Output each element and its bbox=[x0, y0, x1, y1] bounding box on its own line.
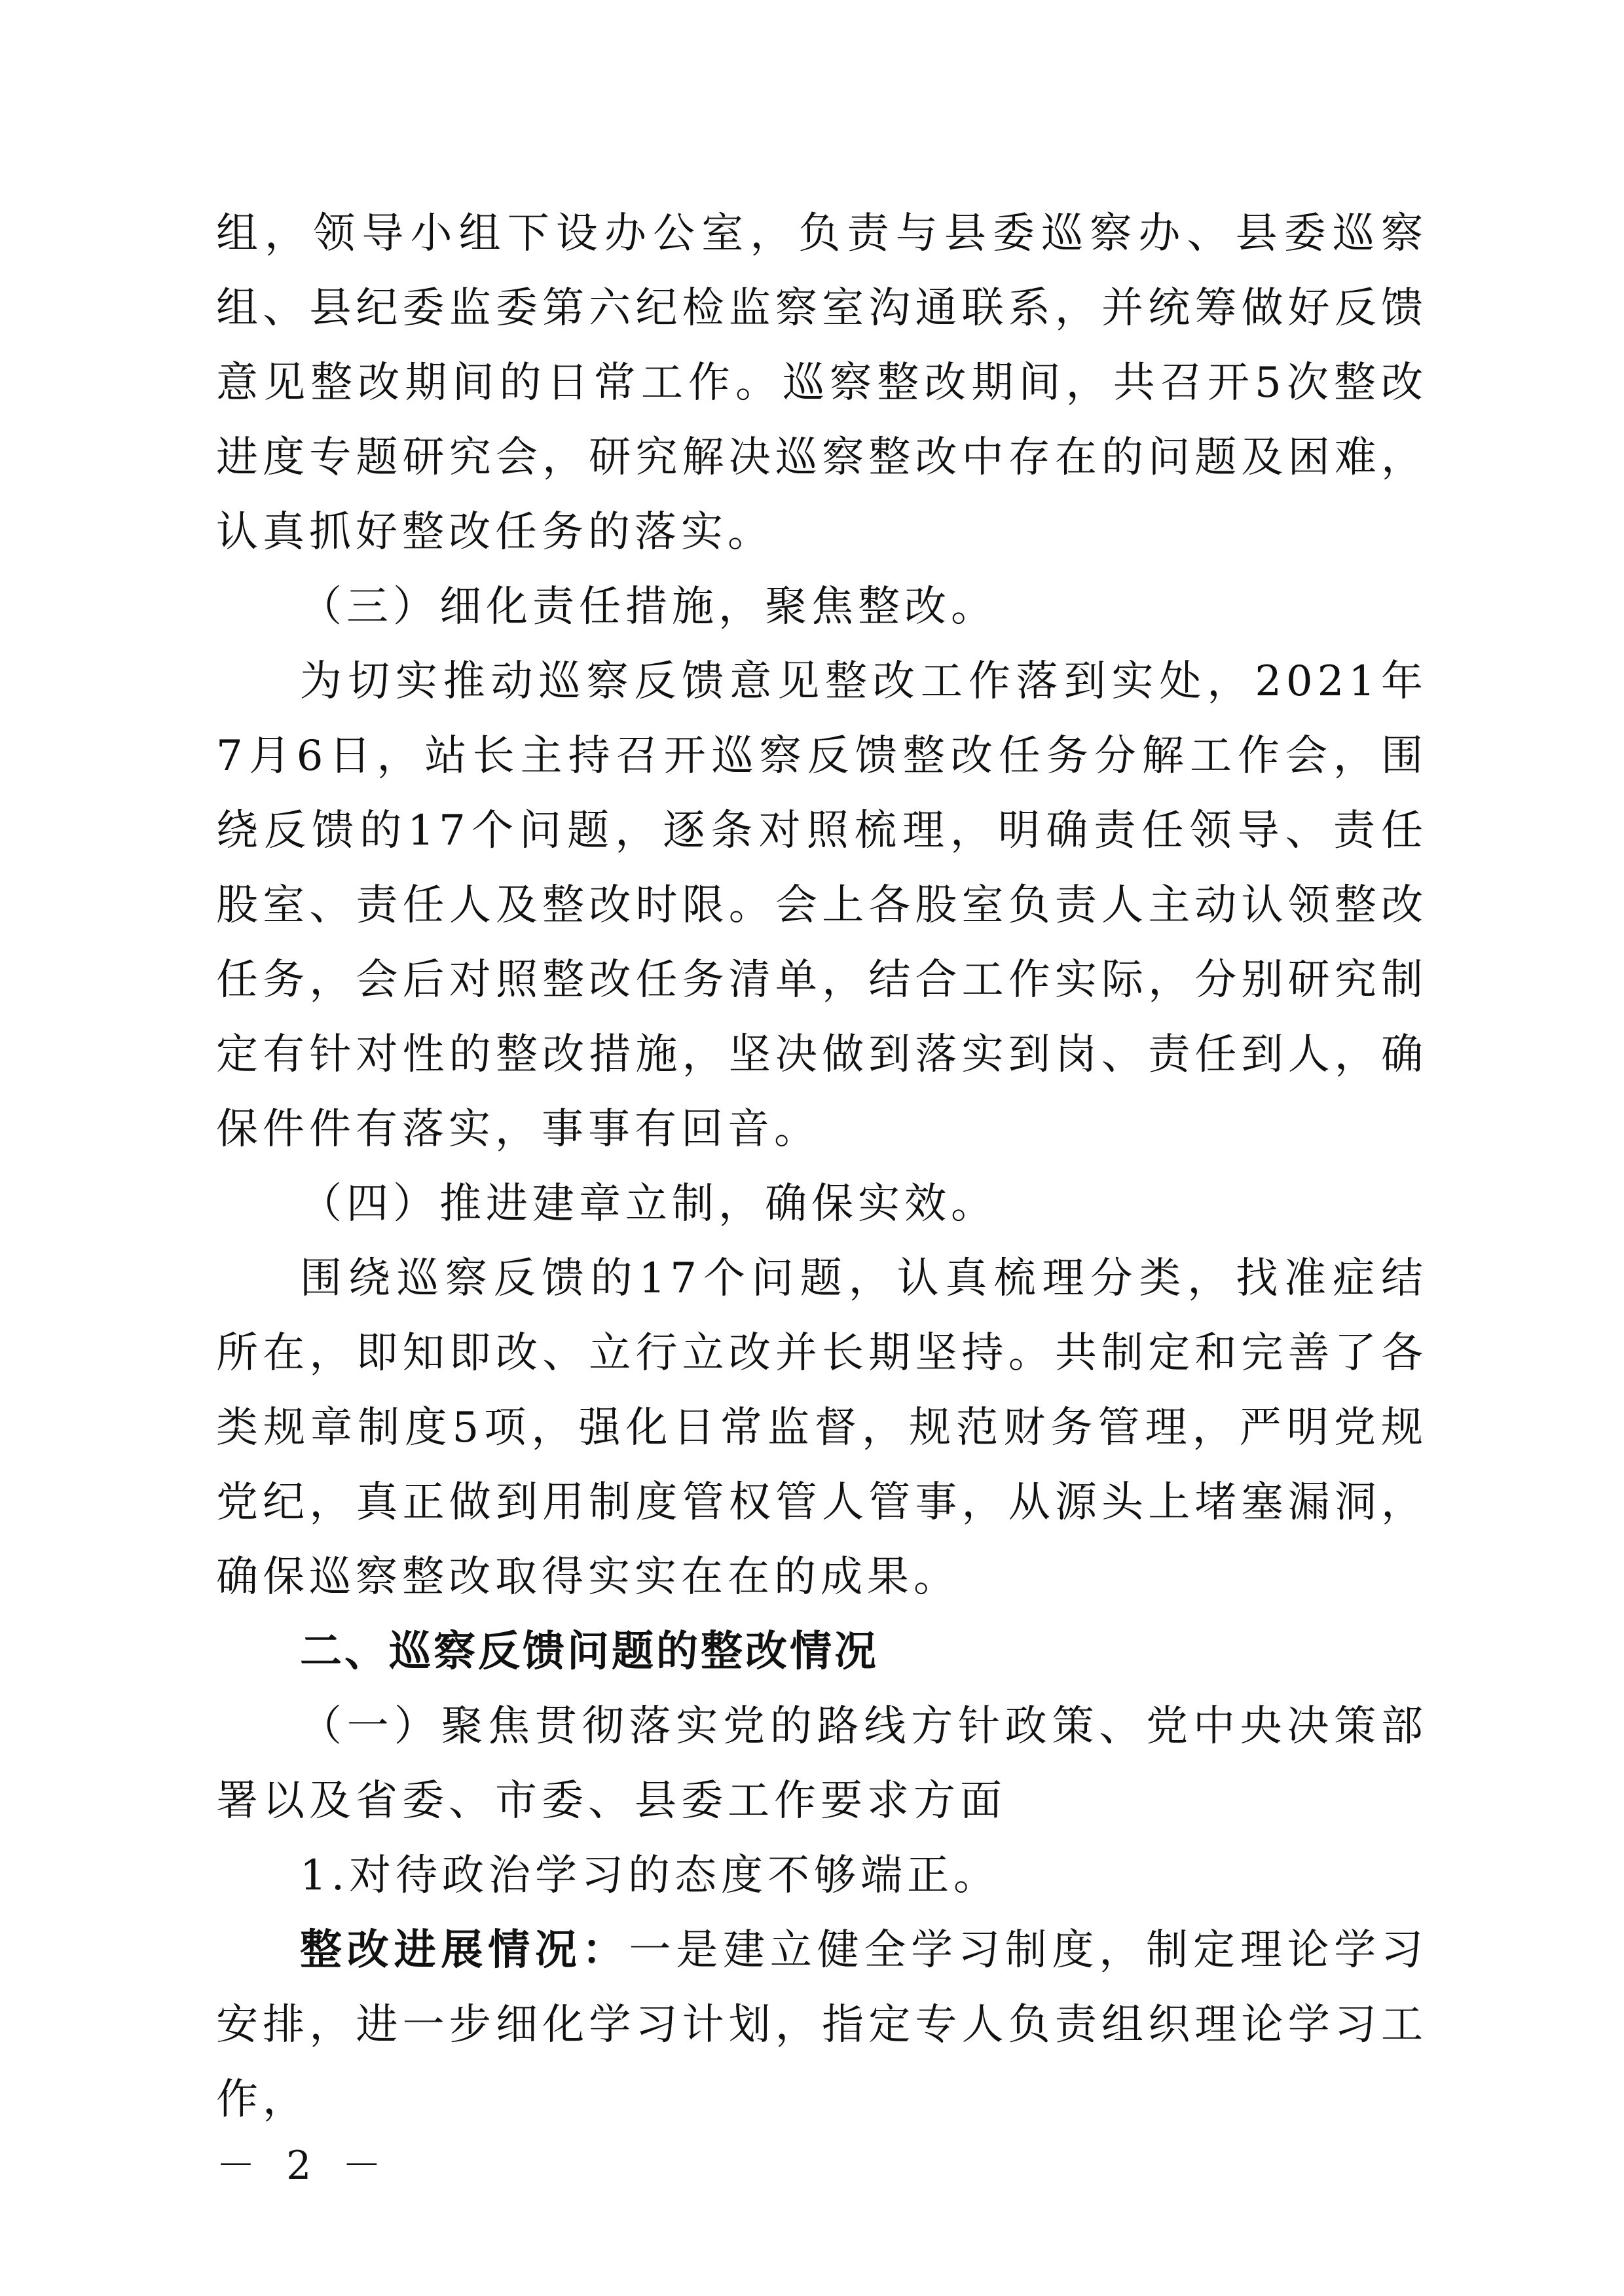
section-heading-two: 二、巡察反馈问题的整改情况 bbox=[300, 1628, 879, 1676]
progress-text: 一是建立健全学习制度，制定理论学习安排，进一步细化学习计划，指定专人负责组织理论学习工作， bbox=[216, 1926, 1428, 2124]
subheading-one: （一）聚焦贯彻落实党的路线方针政策、党中央决策部署以及省委、市委、县委工作要求方面 bbox=[216, 1702, 1428, 1825]
paragraph-leading-group: 组，领导小组下设办公室，负责与县委巡察办、县委巡察组、县纪委监委第六纪检监察室沟通联系，并统筹做好反馈意见整改期间的日常工作。巡察整改期间，共召开5次整改进度专题研究会，研究解决巡察整改中存在的问题及困难，认真抓好整改任务的落实。 bbox=[216, 210, 1428, 556]
document-body bbox=[216, 196, 1428, 2137]
subheading-four: （四）推进建章立制，确保实效。 bbox=[300, 1180, 997, 1228]
progress-label: 整改进展情况： bbox=[300, 1925, 629, 1975]
paragraph-responsibility: 为切实推动巡察反馈意见整改工作落到实处，2021年7月6日，站长主持召开巡察反馈整改任务分解工作会，围绕反馈的17个问题，逐条对照梳理，明确责任领导、责任股室、责任人及整改时限。会上各股室负责人主动认领整改任务，会后对照整改任务清单，结合工作实际，分别研究制定有针对性的整改措施，坚决做到落实到岗、责任到人，确保件件有落实，事事有回音。 bbox=[216, 657, 1428, 1154]
item-one: 1.对待政治学习的态度不够端正。 bbox=[300, 1851, 1001, 1900]
subheading-three: （三）细化责任措施，聚焦整改。 bbox=[300, 583, 997, 631]
page-number: － 2 － bbox=[216, 2143, 391, 2189]
paragraph-regulations: 围绕巡察反馈的17个问题，认真梳理分类，找准症结所在，即知即改、立行立改并长期坚持。共制定和完善了各类规章制度5项，强化日常监督，规范财务管理，严明党规党纪，真正做到用制度管权管人管事，从源头上堵塞漏洞，确保巡察整改取得实实在在的成果。 bbox=[216, 1254, 1428, 1601]
paragraph-progress bbox=[216, 1913, 1428, 2137]
